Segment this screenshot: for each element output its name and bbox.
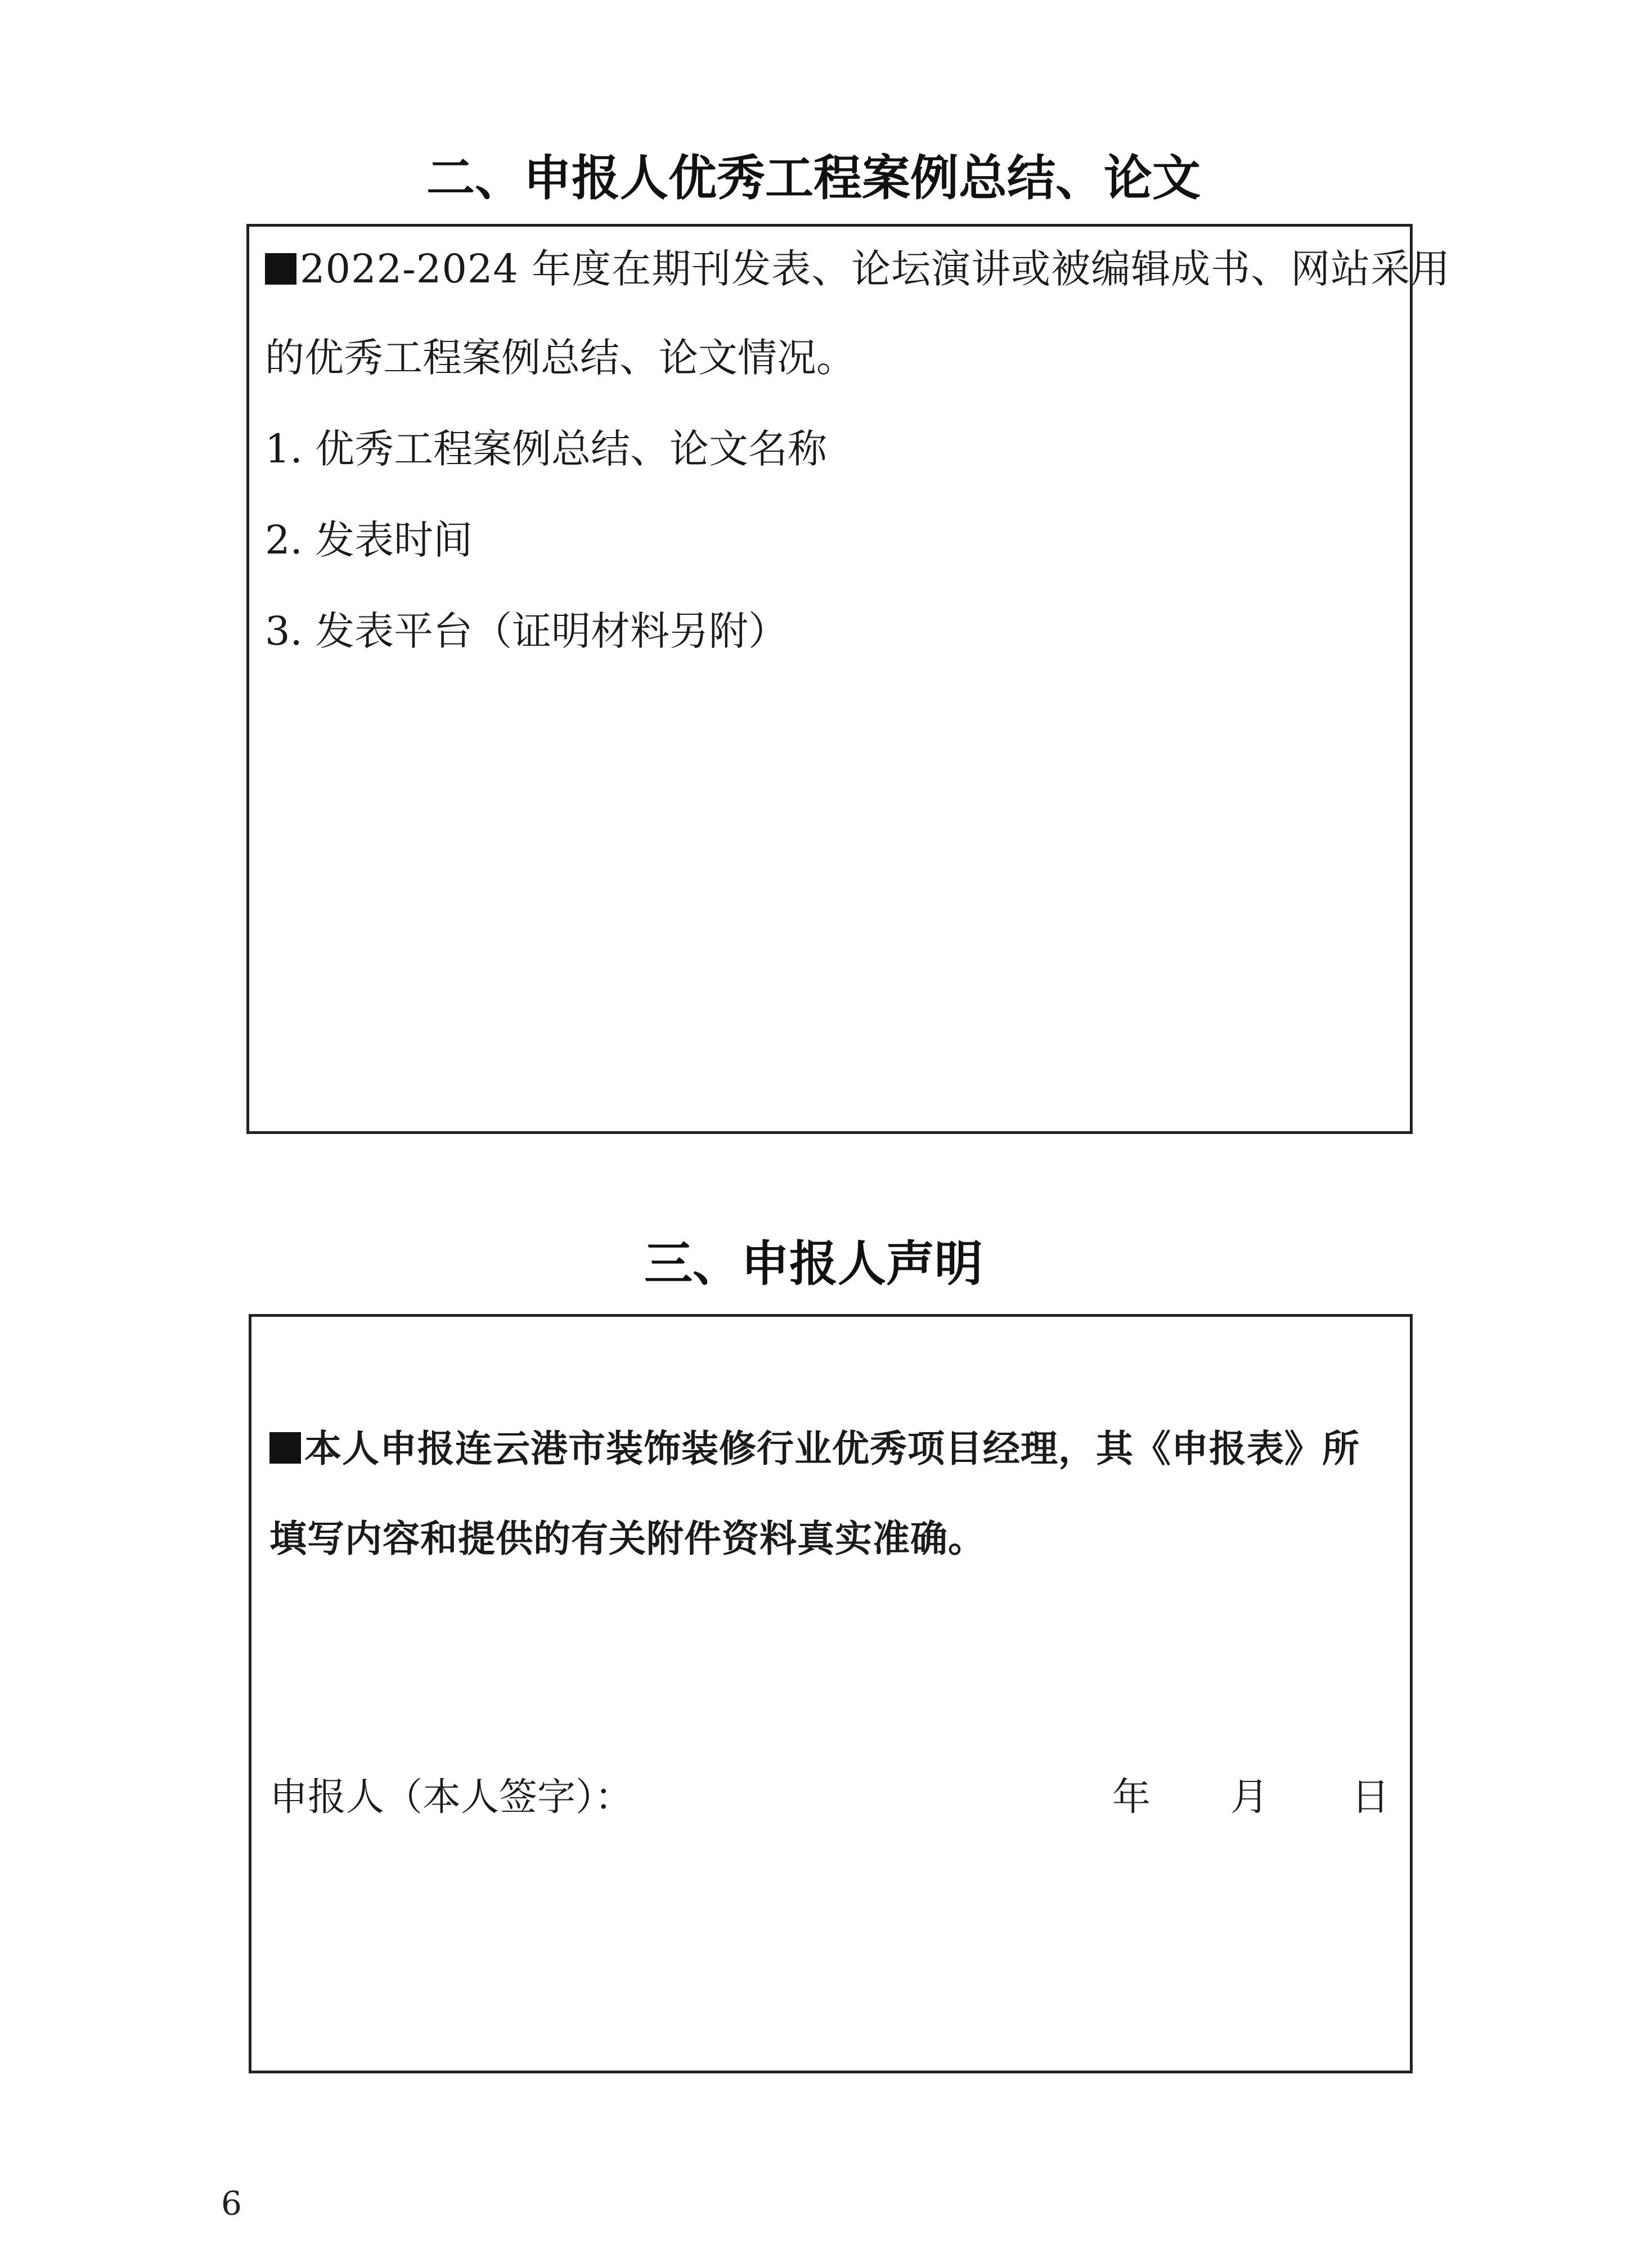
square-bullet-icon (269, 1432, 301, 1464)
statement-line-1 (269, 1424, 1360, 1474)
statement-text-1: 本人申报连云港市装饰装修行业优秀项目经理，其《申报表》所 (304, 1427, 1360, 1470)
intro-line-1 (265, 244, 1450, 294)
page-number: 6 (221, 2184, 242, 2222)
date-year-label: 年 (1112, 1775, 1151, 1820)
declaration-box (249, 1314, 1413, 2073)
intro-line-2: 的优秀工程案例总结、论文情况。 (265, 335, 856, 381)
intro-text-1: 2022-2024 年度在期刊发表、论坛演讲或被编辑成书、网站采用 (300, 246, 1451, 292)
date-day-label: 日 (1351, 1775, 1390, 1820)
item-publish-platform: 3. 发表平台（证明材料另附） (265, 608, 788, 654)
item-paper-name: 1. 优秀工程案例总结、论文名称 (265, 426, 828, 472)
statement-line-2: 填写内容和提供的有关附件资料真实准确。 (269, 1517, 986, 1560)
date-month-label: 月 (1230, 1775, 1269, 1820)
case-summary-box (246, 224, 1451, 1134)
square-bullet-icon (265, 253, 296, 285)
section2-title: 二、申报人优秀工程案例总结、论文 (426, 150, 1201, 206)
signature-label: 申报人（本人签字）： (269, 1775, 633, 1820)
section3-title: 三、申报人声明 (644, 1236, 983, 1292)
item-publish-time: 2. 发表时间 (265, 517, 473, 563)
